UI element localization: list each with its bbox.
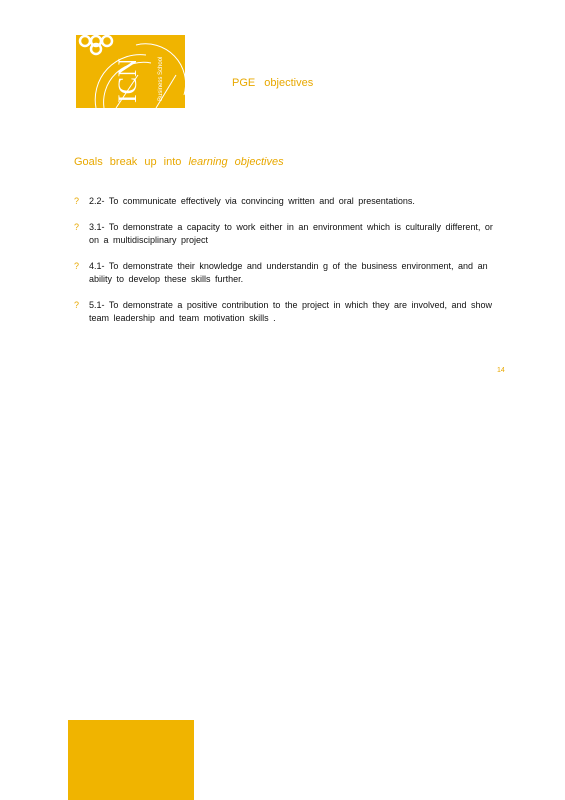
bullet-icon: ? bbox=[74, 196, 80, 206]
objectives-list bbox=[74, 195, 494, 338]
list-item bbox=[74, 195, 494, 208]
icn-logo-graphic bbox=[76, 35, 185, 108]
bullet-icon: ? bbox=[74, 261, 80, 271]
page-number: 14 bbox=[497, 367, 505, 374]
section-heading bbox=[74, 156, 284, 168]
list-item-text: 3.1- To demonstrate a capacity to work either in an environment which is culturally different, or on a multidisciplinary project bbox=[89, 222, 493, 245]
section-heading-prefix: Goals break up into bbox=[74, 156, 189, 168]
svg-text:Business School: Business School bbox=[158, 56, 164, 101]
svg-text:ICN: ICN bbox=[113, 58, 142, 103]
list-item bbox=[74, 299, 494, 325]
section-heading-emphasis: learning objectives bbox=[188, 156, 284, 168]
list-item-text: 2.2- To communicate effectively via convincing written and oral presentations. bbox=[89, 196, 415, 206]
list-item-text: 5.1- To demonstrate a positive contribution to the project in which they are involved, and show team leadership and team motivation skills . bbox=[89, 300, 493, 323]
icn-logo bbox=[76, 35, 185, 108]
bullet-icon: ? bbox=[74, 300, 80, 310]
list-item bbox=[74, 221, 494, 247]
footer-color-block bbox=[68, 720, 194, 800]
bullet-icon: ? bbox=[74, 222, 80, 232]
list-item-text: 4.1- To demonstrate their knowledge and understandin g of the business environment, and an ability to develop these skills further. bbox=[89, 261, 488, 284]
list-item bbox=[74, 260, 494, 286]
header-title: PGE objectives bbox=[232, 77, 314, 89]
